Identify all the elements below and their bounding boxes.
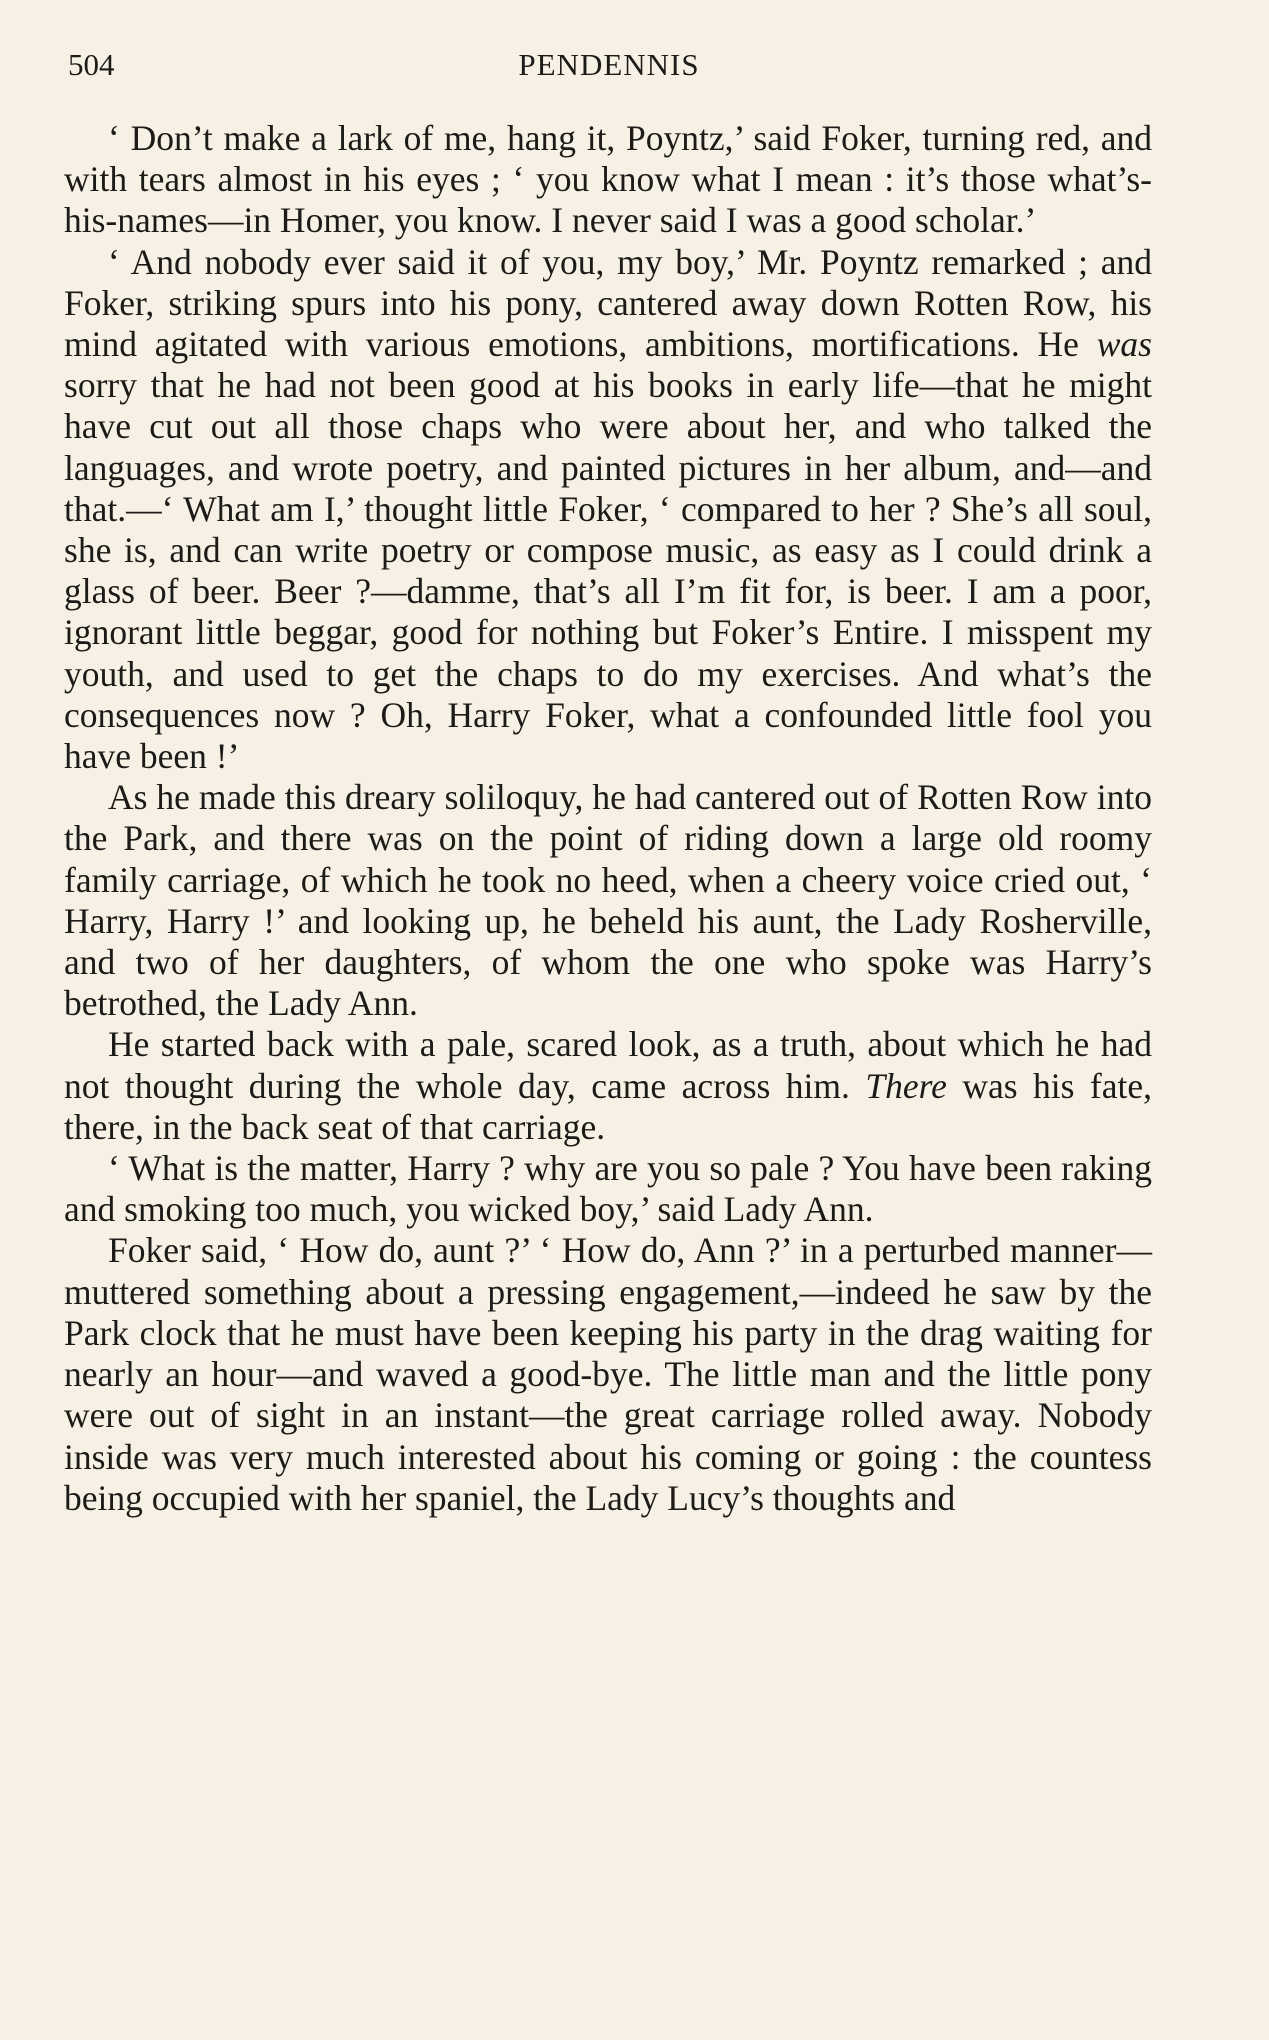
paragraph bbox=[64, 242, 1152, 778]
paragraph-text: ‘ What is the matter, Harry ? why are you so pale ? You have been raking and smoking too much, you wicked boy,’ said Lady Ann. bbox=[64, 1148, 1152, 1230]
paragraph-text: ‘ Don’t make a lark of me, hang it, Poyntz,’ said Foker, turning red, and with tears almost in his eyes ; ‘ you know what I mean : it’s those what’s-his-names—in Homer, you know. I never said I was a good scholar.’ bbox=[64, 118, 1152, 241]
paragraph-text: Foker said, ‘ How do, aunt ?’ ‘ How do, Ann ?’ in a perturbed manner—muttered something about a pressing engagement,—indeed he saw by the Park clock that he must have been keeping his party in the drag waiting for nearly an hour—and waved a good-bye. The little man and the little pony were out of sight in an instant—the great carriage rolled away. Nobody inside was very much interested about his coming or going : the countess being occupied with her spaniel, the Lady Lucy’s thoughts and bbox=[64, 1230, 1152, 1518]
text-body bbox=[64, 118, 1152, 1519]
italic-text: There bbox=[865, 1065, 947, 1106]
paragraph-text: He started back with a pale, scared look, as a truth, about which he had not thought during the whole day, came across him. bbox=[64, 1024, 1152, 1106]
paragraph-text: was his fate, there, in the back seat of that carriage. bbox=[64, 1065, 1152, 1147]
paragraph-text: ‘ And nobody ever said it of you, my boy,’ Mr. Poyntz remarked ; and Foker, striking spurs into his pony, cantered away down Rotten Row, his mind agitated with various emotions, ambitions, mortifications. He bbox=[64, 241, 1152, 365]
paragraph bbox=[64, 1148, 1152, 1230]
paragraph-text: As he made this dreary soliloquy, he had cantered out of Rotten Row into the Park, and there was on the point of riding down a large old roomy family carriage, of which he took no heed, when a cheery voice cried out, ‘ Harry, Harry !’ and looking up, he beheld his aunt, the Lady Rosherville, and two of her daughters, of whom the one who spoke was Harry’s betrothed, the Lady Ann. bbox=[64, 777, 1152, 1024]
running-head bbox=[68, 40, 1150, 90]
paragraph bbox=[64, 1024, 1152, 1148]
running-title: PENDENNIS bbox=[518, 47, 700, 82]
paragraph bbox=[64, 1230, 1152, 1518]
paragraph-text: sorry that he had not been good at his books in early life—that he might have cut out all those chaps who were about her, and who talked the languages, and wrote poetry, and painted pictures in her album, and—and that.—‘ What am I,’ thought little Foker, ‘ compared to her ? She’s all soul, she is, and can write poetry or compose music, as easy as I could drink a glass of beer. Beer ?—damme, that’s all I’m fit for, is beer. I am a poor, ignorant little beggar, good for nothing but Foker’s Entire. I misspent my youth, and used to get the chaps to do my exercises. And what’s the consequences now ? Oh, Harry Foker, what a confounded little fool you have been !’ bbox=[64, 365, 1152, 777]
italic-text: was bbox=[1096, 324, 1152, 365]
page-number: 504 bbox=[68, 47, 115, 82]
paragraph bbox=[64, 777, 1152, 1024]
paragraph bbox=[64, 118, 1152, 242]
